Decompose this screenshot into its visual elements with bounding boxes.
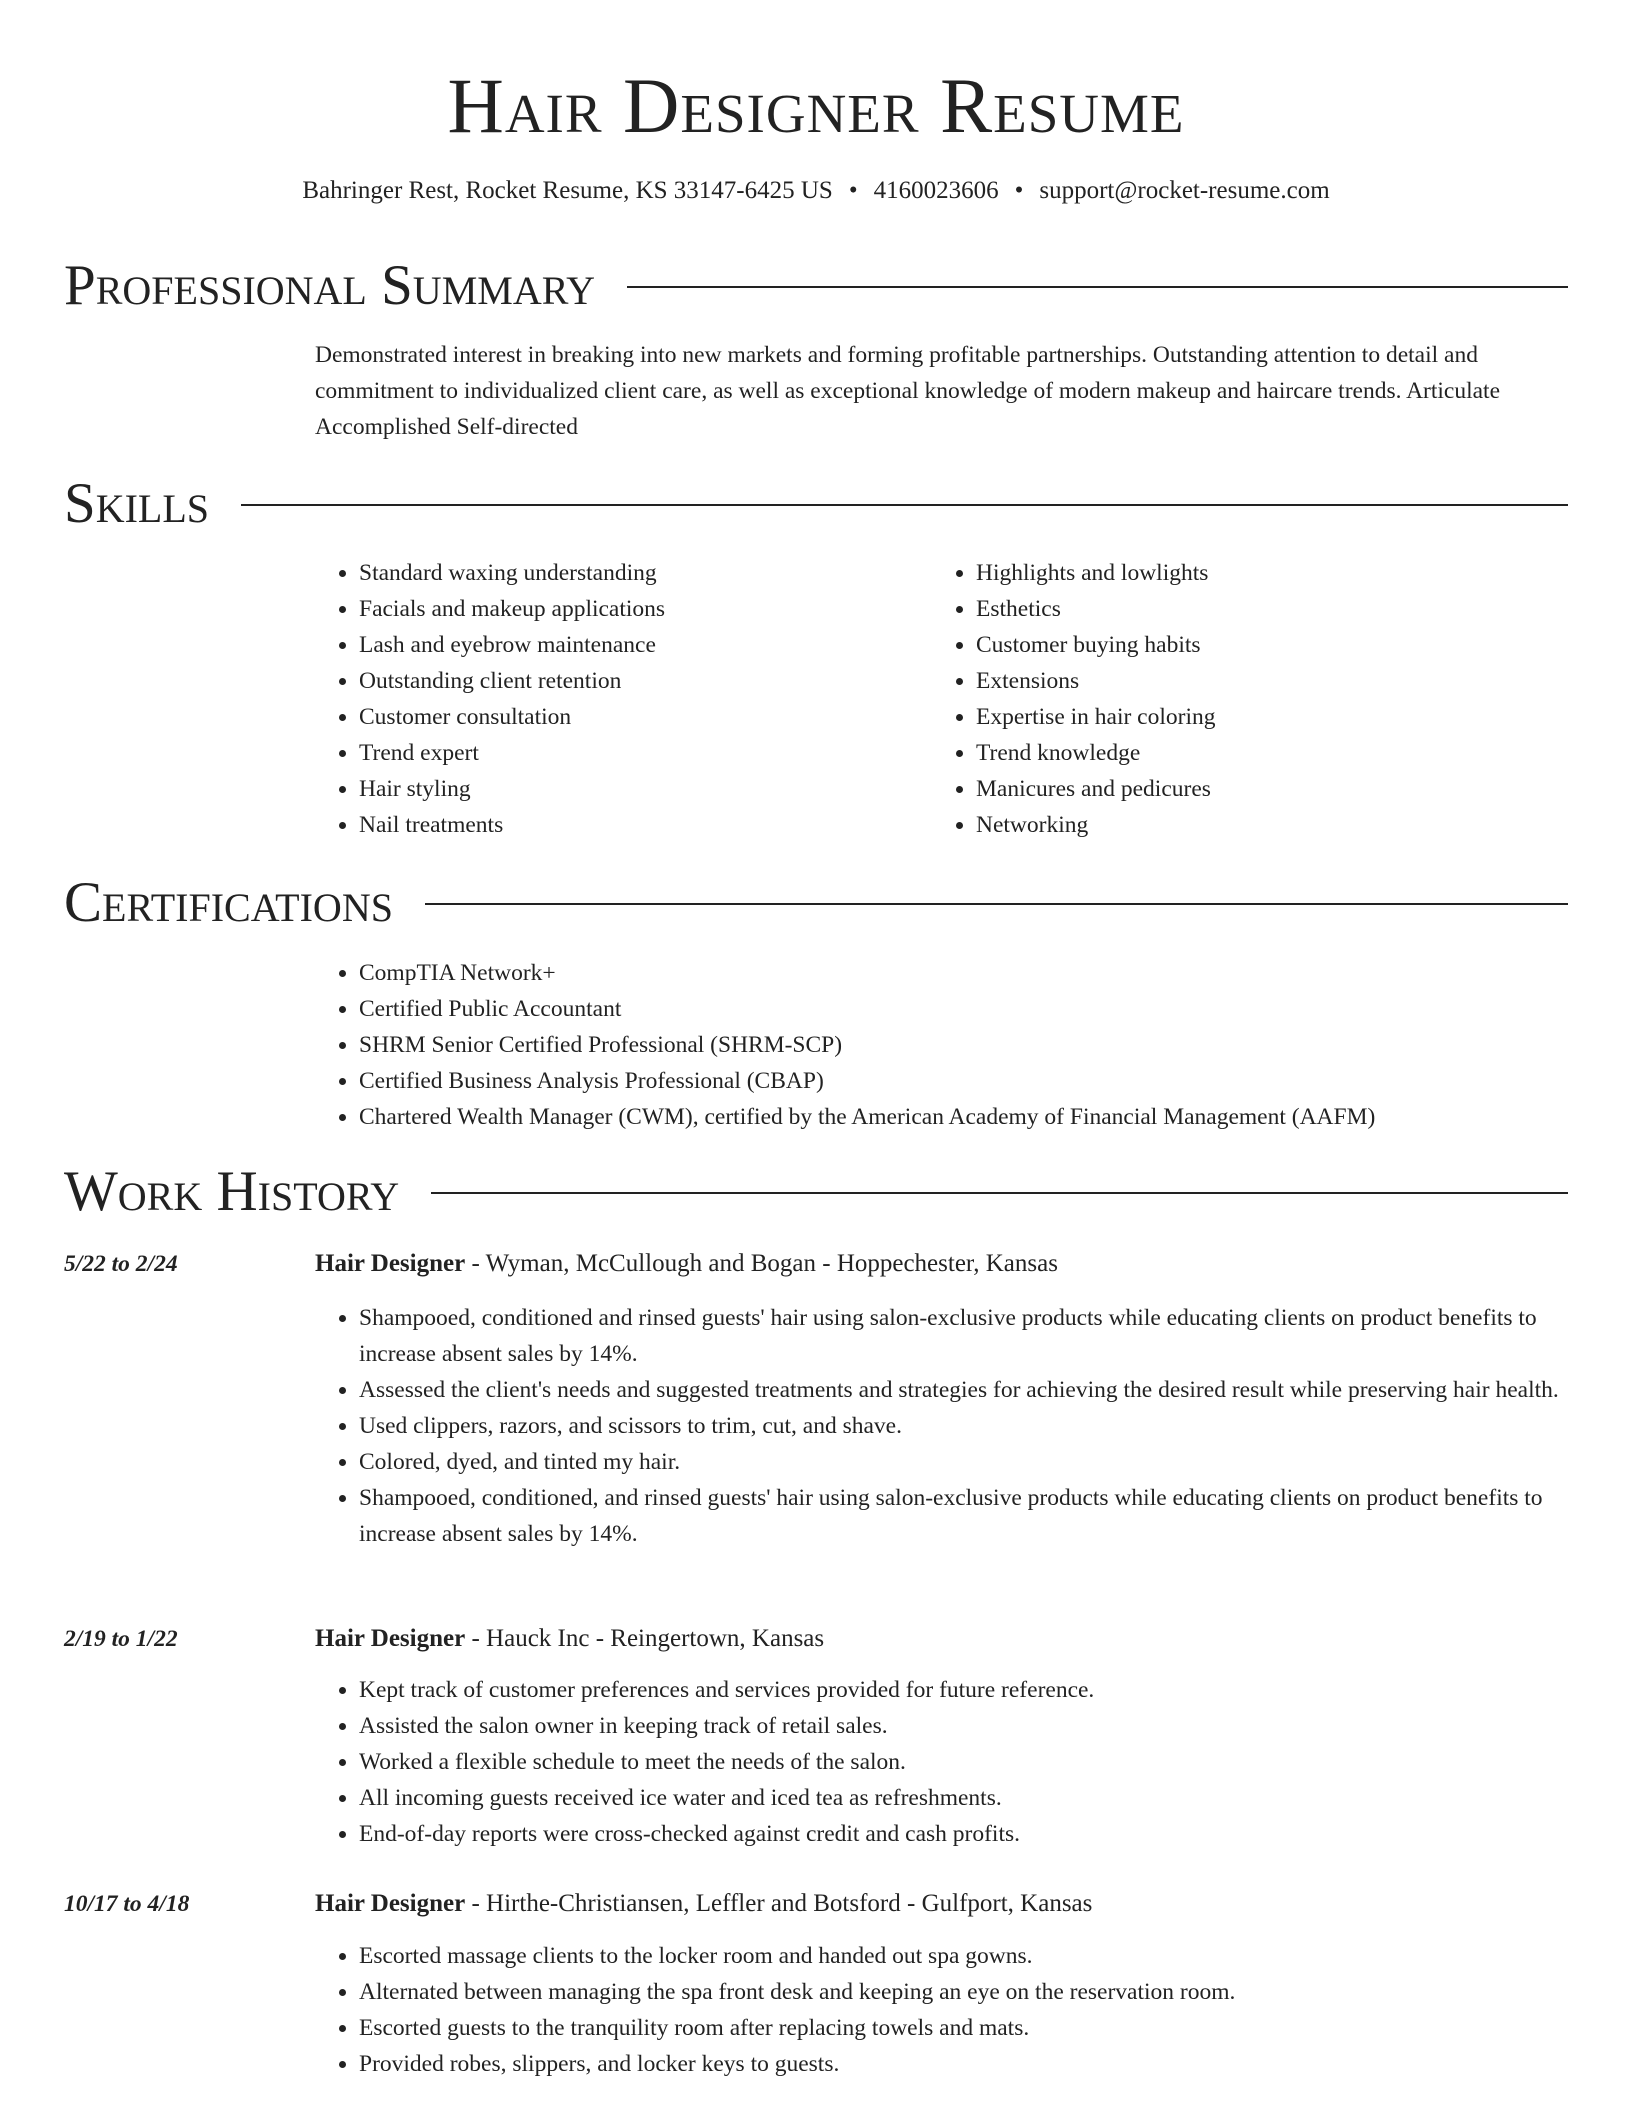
skill-item: • Extensions [976, 663, 1552, 699]
skill-item: • Highlights and lowlights [976, 555, 1552, 591]
section-rule [241, 504, 1568, 506]
job-bullet: • Alternated between managing the spa front desk and keeping an eye on the reservation room. [359, 1974, 1570, 2010]
section-heading-summary [64, 250, 1568, 322]
job-bullet: • Escorted guests to the tranquility room after replacing towels and mats. [359, 2010, 1570, 2046]
section-title-summary: Professional Summary [64, 254, 596, 317]
job-heading [315, 1621, 824, 1657]
section-title-certifications: Certifications [64, 871, 393, 934]
job-role: Hair Designer [315, 1890, 466, 1917]
job-role: Hair Designer [315, 1250, 466, 1277]
job-bullet: • Worked a flexible schedule to meet the needs of the salon. [359, 1744, 1570, 1780]
job-bullet: • Escorted massage clients to the locker room and handed out spa gowns. [359, 1938, 1570, 1974]
certification-item: • Certified Business Analysis Professional (CBAP) [359, 1063, 1570, 1099]
section-heading-work-history [64, 1156, 1568, 1228]
section-title-work-history: Work History [64, 1160, 400, 1223]
contact-phone: 4160023606 [873, 177, 999, 204]
job-bullet: • Shampooed, conditioned, and rinsed guests' hair using salon-exclusive products while educating clients on product benefits to increase absent sales by 14%. [359, 1480, 1570, 1552]
job-bullet: • Kept track of customer preferences and services provided for future reference. [359, 1672, 1570, 1708]
section-rule [425, 903, 1568, 905]
skill-item: • Hair styling [359, 771, 915, 807]
skill-item: • Esthetics [976, 591, 1552, 627]
job-bullets [315, 1938, 1570, 2082]
section-rule [627, 286, 1568, 288]
skill-item: • Manicures and pedicures [976, 771, 1552, 807]
skill-item: • Standard waxing understanding [359, 555, 915, 591]
certification-item: • CompTIA Network+ [359, 955, 1570, 991]
skill-item: • Facials and makeup applications [359, 591, 915, 627]
skill-item: • Customer consultation [359, 699, 915, 735]
job-employer: - Hauck Inc - Reingertown, Kansas [465, 1625, 825, 1652]
resume-title: Hair Designer Resume [447, 62, 1185, 149]
skills-column-left [315, 555, 915, 843]
job-heading [315, 1886, 1092, 1922]
skill-item: • Outstanding client retention [359, 663, 915, 699]
contact-separator: • [1014, 177, 1024, 204]
summary-text: Demonstrated interest in breaking into new markets and forming profitable partnerships. Outstanding attention to detail and commitment to individualized client care, as well as exceptional knowledge of modern makeup and haircare trends. Articulate Accomplished Self-directed [315, 342, 1501, 440]
certification-item: • Chartered Wealth Manager (CWM), certified by the American Academy of Financial Management (AAFM) [359, 1099, 1570, 1135]
job-bullet: • Shampooed, conditioned and rinsed guests' hair using salon-exclusive products while educating clients on product benefits to increase absent sales by 14%. [359, 1300, 1570, 1372]
section-heading-certifications [64, 867, 1568, 939]
job-bullet: • Used clippers, razors, and scissors to trim, cut, and shave. [359, 1408, 1570, 1444]
skill-item: • Trend expert [359, 735, 915, 771]
contact-separator: • [848, 177, 858, 204]
skill-item: • Expertise in hair coloring [976, 699, 1552, 735]
skill-item: • Nail treatments [359, 807, 915, 843]
certification-item: • SHRM Senior Certified Professional (SHRM-SCP) [359, 1027, 1570, 1063]
job-dates: 5/22 to 2/24 [64, 1251, 178, 1277]
job-bullet: • Assessed the client's needs and suggested treatments and strategies for achieving the desired result while preserving hair health. [359, 1372, 1570, 1408]
skills-column-right [932, 555, 1552, 843]
certifications-list [315, 955, 1570, 1135]
skill-item: • Trend knowledge [976, 735, 1552, 771]
contact-email: support@rocket-resume.com [1039, 177, 1330, 204]
job-dates: 2/19 to 1/22 [64, 1626, 178, 1652]
job-dates: 10/17 to 4/18 [64, 1891, 190, 1917]
certification-item: • Certified Public Accountant [359, 991, 1570, 1027]
job-bullet: • Provided robes, slippers, and locker keys to guests. [359, 2046, 1570, 2082]
skill-item: • Networking [976, 807, 1552, 843]
section-rule [431, 1192, 1568, 1194]
job-bullet: • Colored, dyed, and tinted my hair. [359, 1444, 1570, 1480]
job-bullet: • Assisted the salon owner in keeping track of retail sales. [359, 1708, 1570, 1744]
contact-address: Bahringer Rest, Rocket Resume, KS 33147-6425 US [302, 177, 833, 204]
job-employer: - Hirthe-Christiansen, Leffler and Botsford - Gulfport, Kansas [465, 1890, 1093, 1917]
job-bullet: • End-of-day reports were cross-checked against credit and cash profits. [359, 1816, 1570, 1852]
job-role: Hair Designer [315, 1625, 466, 1652]
skill-item: • Lash and eyebrow maintenance [359, 627, 915, 663]
job-bullets [315, 1672, 1570, 1852]
job-bullets [315, 1300, 1570, 1552]
skill-item: • Customer buying habits [976, 627, 1552, 663]
job-employer: - Wyman, McCullough and Bogan - Hoppechester, Kansas [465, 1250, 1058, 1277]
section-heading-skills [64, 468, 1568, 540]
job-heading [315, 1246, 1058, 1282]
section-title-skills: Skills [64, 472, 210, 535]
job-bullet: • All incoming guests received ice water and iced tea as refreshments. [359, 1780, 1570, 1816]
contact-line [0, 174, 1632, 208]
